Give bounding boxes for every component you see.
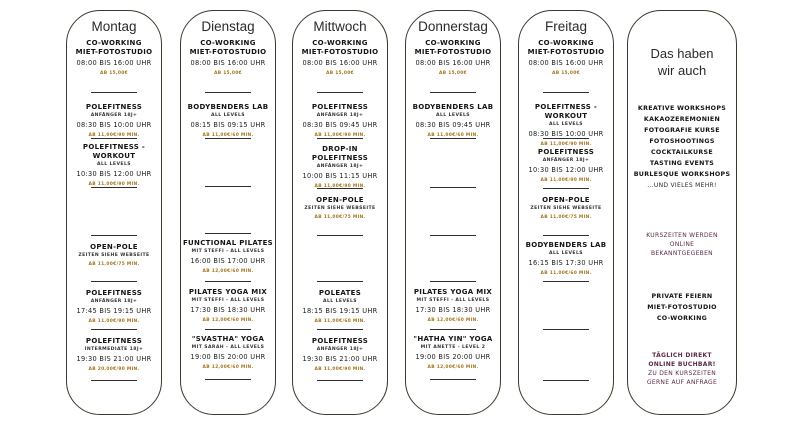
private-item: MIET-FOTOSTUDIO (647, 304, 717, 311)
class-level: ANFÄNGER 18J+ (316, 347, 364, 352)
class-level: MIT STEFFI - ALL LEVELS (191, 298, 265, 303)
divider-line (543, 281, 589, 282)
class-entry[interactable] (67, 337, 161, 373)
divider-line (205, 329, 251, 330)
class-time: 17:45 BIS 19:15 UHR (76, 307, 152, 315)
class-entry[interactable] (181, 39, 275, 77)
class-level: ANFÄNGER 18J+ (542, 158, 590, 163)
class-title: BODYBENDERS LAB (187, 103, 269, 111)
divider-line (543, 235, 589, 236)
class-entry[interactable] (406, 288, 500, 324)
booking-note (628, 351, 736, 387)
class-time: 19:00 BIS 20:00 UHR (190, 353, 266, 361)
class-title: PILATES YOGA MIX (188, 288, 268, 296)
divider-line (430, 329, 476, 330)
heading-line: Das haben (650, 46, 714, 61)
class-entry[interactable] (406, 335, 500, 371)
divider-line (317, 92, 363, 93)
divider-line (430, 379, 476, 380)
divider-line (91, 187, 137, 188)
class-time: 08:30 BIS 09:45 UHR (302, 121, 378, 129)
divider-line (317, 329, 363, 330)
class-level: ANFÄNGER 18J+ (90, 299, 138, 304)
class-title: POLEFITNESS - WORKOUT (534, 103, 598, 120)
class-price: AB 15,00€ (439, 71, 467, 76)
class-title: POLEFITNESS (311, 337, 369, 345)
class-entry[interactable] (406, 103, 500, 139)
divider-line (317, 188, 363, 189)
class-time: 08:00 BIS 16:00 UHR (528, 59, 604, 67)
day-column-donnerstag (405, 10, 501, 415)
class-title: POLEFITNESS (311, 103, 369, 111)
class-price: AB 11,00€/90 MIN. (88, 319, 140, 324)
class-time: 19:30 BIS 21:00 UHR (302, 355, 378, 363)
class-title: "SVASTHA" YOGA (191, 335, 265, 343)
class-time: 18:15 BIS 19:15 UHR (302, 307, 378, 315)
private-item: PRIVATE FEIERN (651, 293, 713, 300)
extras-heading (628, 45, 736, 79)
class-title: POLEFITNESS (85, 103, 143, 111)
divider-line (543, 329, 589, 330)
offer-item: FOTOSHOOTINGS (649, 138, 715, 145)
class-entry[interactable] (181, 335, 275, 371)
class-time: 19:00 BIS 20:00 UHR (415, 353, 491, 361)
class-price: AB 15,00€ (100, 71, 128, 76)
private-item: CO-WORKING (656, 315, 708, 322)
divider-line (91, 138, 137, 139)
heading-line: wir auch (657, 63, 707, 78)
class-price: AB 12,00€/60 MIN. (202, 365, 254, 370)
divider-line (543, 92, 589, 93)
class-time: 19:30 BIS 21:00 UHR (76, 355, 152, 363)
class-title: MIET-FOTOSTUDIO (189, 48, 267, 56)
class-title: OPEN-POLE (542, 196, 590, 204)
divider-line (317, 281, 363, 282)
class-title: BODYBENDERS LAB (525, 241, 607, 249)
class-price: AB 11,00€/60 MIN. (202, 133, 254, 138)
divider-line (205, 233, 251, 234)
offer-item: TASTING EVENTS (649, 160, 715, 167)
offer-item: COCKTAILKURSE (651, 149, 713, 156)
divider-line (317, 235, 363, 236)
class-title: OPEN-POLE (90, 243, 138, 251)
offer-item: KAKAOZEREMONIEN (643, 116, 721, 123)
offer-item: BURLESQUE WORKSHOPS (633, 171, 731, 178)
class-title: CO-WORKING (312, 39, 368, 47)
class-time: 17:30 BIS 18:30 UHR (190, 306, 266, 314)
class-title: POLEFITNESS - WORKOUT (82, 143, 146, 160)
class-title: BODYBENDERS LAB (412, 103, 494, 111)
class-price: AB 15,00€ (552, 71, 580, 76)
class-title: CO-WORKING (425, 39, 481, 47)
class-price: AB 12,00€/60 MIN. (202, 318, 254, 323)
class-title: FUNCTIONAL PILATES (182, 239, 274, 247)
class-entry[interactable] (293, 337, 387, 373)
class-entry[interactable] (181, 288, 275, 324)
class-title: DROP-IN POLEFITNESS (311, 145, 369, 162)
class-title: POLEFITNESS (537, 148, 595, 156)
offer-list (628, 103, 736, 191)
class-title: "HATHA YIN" YOGA (413, 335, 493, 343)
class-time: 08:00 BIS 16:00 UHR (302, 59, 378, 67)
class-entry[interactable] (293, 196, 387, 221)
class-level: ANFÄNGER 18J+ (316, 164, 364, 169)
class-title: CO-WORKING (538, 39, 594, 47)
divider-line (91, 235, 137, 236)
class-time: 17:30 BIS 18:30 UHR (415, 306, 491, 314)
class-level: ZEITEN SIEHE WEBSEITE (530, 206, 602, 211)
divider-line (205, 138, 251, 139)
class-price: AB 11,00€/90 MIN. (88, 133, 140, 138)
class-time: 08:00 BIS 16:00 UHR (415, 59, 491, 67)
class-entry[interactable] (67, 103, 161, 139)
divider-line (205, 92, 251, 93)
class-entry[interactable] (67, 39, 161, 77)
divider-line (91, 329, 137, 330)
class-price: AB 12,00€/60 MIN. (202, 269, 254, 274)
booking-bold: ONLINE BUCHBAR! (648, 361, 716, 368)
class-entry[interactable] (293, 103, 387, 139)
divider-line (91, 92, 137, 93)
class-title: OPEN-POLE (316, 196, 364, 204)
class-entry[interactable] (519, 196, 613, 221)
booking-bold: TÄGLICH DIREKT (652, 352, 712, 359)
class-price: AB 11,00€/60 MIN. (314, 319, 366, 324)
class-time: 10:30 BIS 12:00 UHR (528, 166, 604, 174)
class-price: AB 11,00€/90 MIN. (314, 184, 366, 189)
class-entry[interactable] (293, 289, 387, 325)
class-price: AB 15,00€ (214, 71, 242, 76)
day-title: Freitag (544, 19, 588, 34)
divider-line (543, 380, 589, 381)
class-title: MIET-FOTOSTUDIO (75, 48, 153, 56)
day-column-montag (66, 10, 162, 415)
day-column-mittwoch (292, 10, 388, 415)
class-entry[interactable] (406, 39, 500, 77)
class-title: POLEFITNESS (85, 337, 143, 345)
divider-line (543, 188, 589, 189)
class-level: MIT ANETTE - LEVEL 2 (420, 345, 486, 350)
divider-line (430, 235, 476, 236)
divider-line (91, 380, 137, 381)
divider-line (430, 281, 476, 282)
note-line: BEKANNTGEGEBEN (651, 250, 713, 257)
day-title: Donnerstag (418, 19, 488, 34)
class-entry[interactable] (519, 39, 613, 77)
divider-line (205, 186, 251, 187)
class-entry[interactable] (67, 289, 161, 325)
online-note (628, 231, 736, 258)
divider-line (543, 138, 589, 139)
class-title: POLEATES (318, 289, 362, 297)
class-title: MIET-FOTOSTUDIO (301, 48, 379, 56)
class-entry[interactable] (293, 145, 387, 190)
class-price: AB 15,00€ (326, 71, 354, 76)
divider-line (317, 138, 363, 139)
class-level: ALL LEVELS (548, 251, 583, 256)
class-price: AB 12,00€/60 MIN. (427, 365, 479, 370)
class-price: AB 11,00€/75 MIN. (88, 262, 140, 267)
class-time: 08:15 BIS 09:15 UHR (190, 121, 266, 129)
class-time: 10:00 BIS 11:15 UHR (302, 172, 378, 180)
class-title: MIET-FOTOSTUDIO (527, 48, 605, 56)
divider-line (430, 187, 476, 188)
class-level: ZEITEN SIEHE WEBSEITE (78, 253, 150, 258)
class-level: ANFÄNGER 18J+ (316, 113, 364, 118)
class-level: INTERMEDIATE 18J+ (84, 347, 144, 352)
note-line: ONLINE (669, 241, 695, 248)
class-price: AB 11,00€/60 MIN. (427, 133, 479, 138)
divider-line (205, 281, 251, 282)
class-title: CO-WORKING (200, 39, 256, 47)
class-price: AB 11,00€/90 MIN. (314, 367, 366, 372)
class-entry[interactable] (181, 239, 275, 275)
class-time: 08:30 BIS 10:00 UHR (76, 121, 152, 129)
class-entry[interactable] (67, 243, 161, 268)
class-level: ALL LEVELS (210, 113, 245, 118)
offer-item: FOTOGRAFIE KURSE (644, 127, 720, 134)
day-title: Montag (91, 19, 137, 34)
class-level: ALL LEVELS (322, 299, 357, 304)
day-title: Mittwoch (313, 19, 367, 34)
divider-line (430, 92, 476, 93)
class-level: ANFÄNGER 18J+ (90, 113, 138, 118)
booking-line: ZU DEN KURSZEITEN (647, 370, 717, 377)
class-level: MIT STEFFI - ALL LEVELS (191, 249, 265, 254)
divider-line (317, 380, 363, 381)
class-entry[interactable] (519, 241, 613, 277)
class-price: AB 11,00€/75 MIN. (540, 215, 592, 220)
class-entry[interactable] (181, 103, 275, 139)
class-time: 16:00 BIS 17:00 UHR (190, 257, 266, 265)
class-entry[interactable] (519, 103, 613, 148)
class-price: AB 11,00€/90 MIN. (540, 178, 592, 183)
class-time: 08:30 BIS 10:00 UHR (528, 130, 604, 138)
class-level: ZEITEN SIEHE WEBSEITE (304, 206, 376, 211)
class-time: 08:00 BIS 16:00 UHR (190, 59, 266, 67)
class-time: 16:15 BIS 17:30 UHR (528, 259, 604, 267)
class-price: AB 11,00€/90 MIN. (88, 182, 140, 187)
class-entry[interactable] (519, 148, 613, 184)
extras-column (627, 10, 737, 415)
class-price: AB 11,00€/90 MIN. (540, 142, 592, 147)
day-title: Dienstag (201, 19, 255, 34)
divider-line (205, 379, 251, 380)
class-title: POLEFITNESS (85, 289, 143, 297)
note-line: KURSZEITEN WERDEN (646, 232, 718, 239)
class-price: AB 11,00€/90 MIN. (314, 133, 366, 138)
offer-item: KREATIVE WORKSHOPS (637, 105, 727, 112)
class-level: MIT SARAH - ALL LEVELS (191, 345, 265, 350)
booking-line: GERNE AUF ANFRAGE (646, 379, 718, 386)
day-column-freitag (518, 10, 614, 415)
class-time: 10:30 BIS 12:00 UHR (76, 170, 152, 178)
class-entry[interactable] (67, 143, 161, 188)
class-price: AB 12,00€/60 MIN. (427, 318, 479, 323)
class-level: ALL LEVELS (435, 113, 470, 118)
class-price: AB 20,00€/90 MIN. (88, 367, 140, 372)
divider-line (91, 281, 137, 282)
private-list (628, 291, 736, 324)
class-price: AB 11,00€/60 MIN. (540, 271, 592, 276)
class-time: 08:00 BIS 16:00 UHR (76, 59, 152, 67)
class-title: CO-WORKING (86, 39, 142, 47)
class-title: MIET-FOTOSTUDIO (414, 48, 492, 56)
class-level: ALL LEVELS (96, 162, 131, 167)
class-level: ALL LEVELS (548, 122, 583, 127)
class-price: AB 11,00€/75 MIN. (314, 215, 366, 220)
class-entry[interactable] (293, 39, 387, 77)
day-column-dienstag (180, 10, 276, 415)
offer-more: ...UND VIELES MEHR! (647, 182, 717, 189)
class-level: MIT STEFFI - ALL LEVELS (416, 298, 490, 303)
divider-line (430, 138, 476, 139)
class-time: 08:30 BIS 09:45 UHR (415, 121, 491, 129)
class-title: PILATES YOGA MIX (413, 288, 493, 296)
